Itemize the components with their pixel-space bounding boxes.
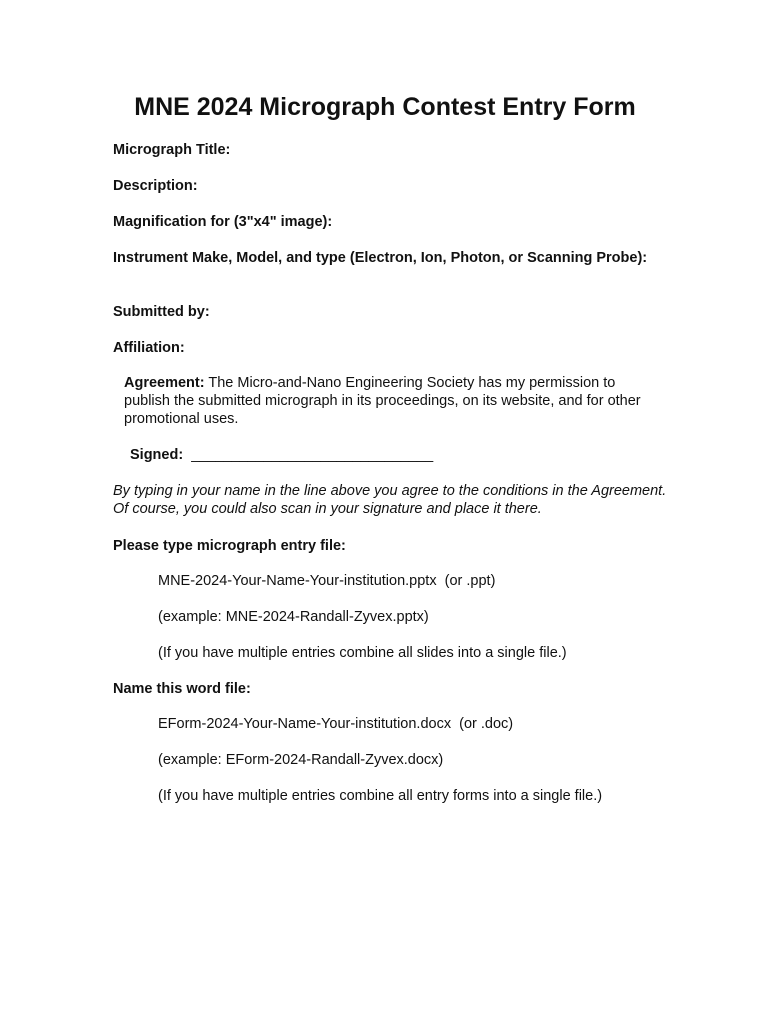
- affiliation-label: Affiliation:: [113, 340, 185, 356]
- instrument-label: Instrument Make, Model, and type (Electron, Ion, Photon, or Scanning Probe):: [113, 250, 648, 266]
- agreement-text: The Micro-and-Nano Engineering Society has my permission to publish the submitted micrograph in its proceedings, on its website, and for other promotional uses.: [124, 375, 641, 427]
- magnification-label: Magnification for (3"x4" image):: [113, 214, 333, 230]
- entry-file-pattern: MNE-2024-Your-Name-Your-institution.pptx (or .ppt): [158, 573, 496, 589]
- signed-line: [130, 446, 433, 464]
- page-title: MNE 2024 Micrograph Contest Entry Form: [134, 93, 636, 121]
- word-file-pattern: EForm-2024-Your-Name-Your-institution.docx (or .doc): [158, 716, 514, 732]
- description-label: Description:: [113, 178, 198, 194]
- signature-note: By typing in your name in the line above you agree to the conditions in the Agreement. Of course, you could also scan in your signature and place it there.: [113, 483, 667, 517]
- agreement-label: Agreement:: [124, 375, 205, 391]
- word-file-heading: Name this word file:: [113, 681, 251, 697]
- word-file-example: (example: EForm-2024-Randall-Zyvex.docx): [158, 752, 444, 768]
- micrograph-title-label: Micrograph Title:: [113, 142, 231, 158]
- entry-file-note: (If you have multiple entries combine all slides into a single file.): [158, 645, 567, 661]
- entry-file-example: (example: MNE-2024-Randall-Zyvex.pptx): [158, 609, 429, 625]
- signature-field[interactable]: ______________________________: [183, 447, 434, 463]
- entry-file-heading: Please type micrograph entry file:: [113, 538, 346, 554]
- signed-label: Signed:: [130, 447, 184, 463]
- word-file-note: (If you have multiple entries combine all entry forms into a single file.): [158, 788, 603, 804]
- submitted-by-label: Submitted by:: [113, 304, 210, 320]
- agreement-paragraph: [124, 374, 654, 428]
